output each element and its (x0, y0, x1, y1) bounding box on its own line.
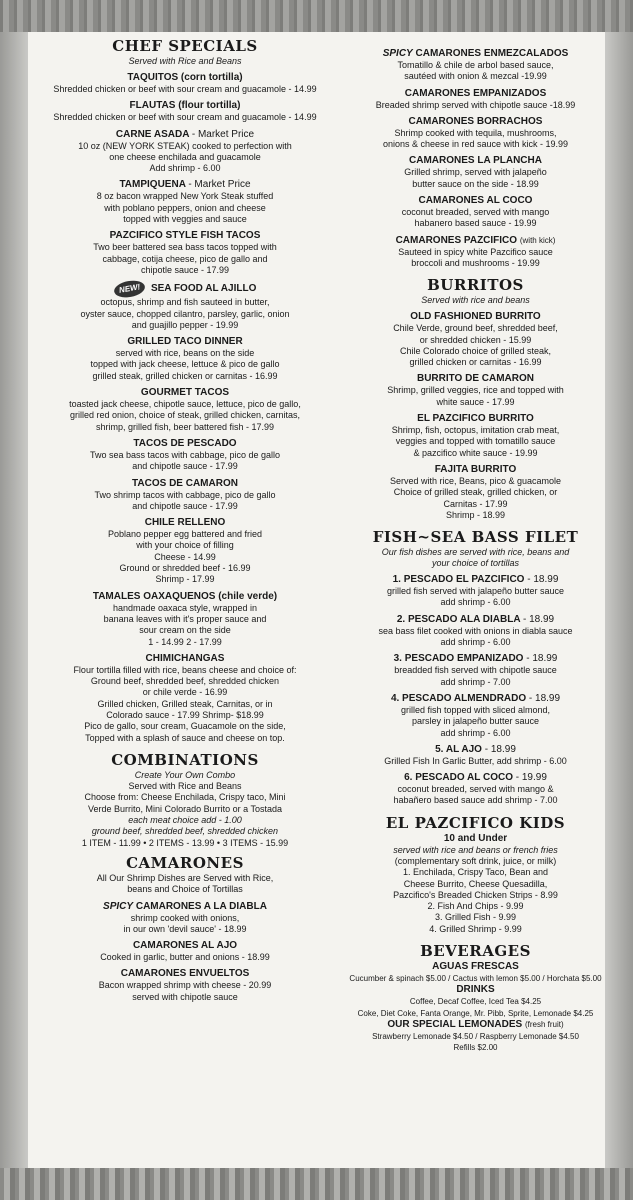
item-price: - 18.99 (526, 653, 558, 665)
item-description: broccoli and mushrooms - 19.99 (411, 257, 540, 268)
item-title: SEA FOOD AL AJILLO (150, 283, 257, 295)
item-description: coconut breaded, served with mango (401, 207, 550, 218)
item-description: Flour tortilla filled with rice, beans cheese and choice of: (73, 664, 297, 675)
menu-item (30, 387, 340, 433)
menu-item (348, 464, 603, 521)
item-title: 5. AL AJO (435, 743, 482, 755)
item-description: sautéed with onion & mezcal -19.99 (404, 71, 547, 82)
item-description: Grilled shrimp, served with jalapeño (404, 167, 547, 178)
menu-item (348, 88, 603, 111)
item-description: 8 oz bacon wrapped New York Steak stuffed (96, 191, 274, 202)
item-title: FLAUTAS (flour tortilla) (129, 100, 241, 112)
item-description: grilled chicken or carnitas - 16.99 (409, 357, 542, 368)
item-description: sea bass filet cooked with onions in diabla sauce (378, 625, 573, 636)
item-description: Grilled chicken, Grilled steak, Carnitas, or in (97, 698, 273, 709)
item-name (348, 116, 603, 128)
item-title: PAZCIFICO STYLE FISH TACOS (109, 230, 261, 242)
item-title: 4. PESCADO ALMENDRADO (390, 692, 527, 704)
item-name (30, 517, 340, 529)
item-title: TAMALES OAXAQUENOS (chile verde) (92, 590, 278, 602)
item-name (30, 281, 340, 297)
wood-border-left (0, 32, 28, 1168)
item-title: TAQUITOS (corn tortilla) (127, 72, 243, 83)
item-description: Bacon wrapped shrimp with cheese - 20.99 (98, 980, 272, 991)
item-name (348, 693, 603, 705)
item-name (30, 940, 340, 952)
menu-item (348, 693, 603, 739)
item-title: CAMARONES ENMEZCALADOS (415, 48, 569, 59)
section-subtitle: your choice of tortillas (431, 558, 520, 569)
item-description: Shrimp - 18.99 (445, 509, 506, 520)
item-description: Shrimp, fish, octopus, imitation crab meat, (391, 425, 560, 436)
item-description: and chipotle sauce - 17.99 (132, 461, 238, 472)
item-description: Shredded chicken or beef with sour cream and guacamole - 14.99 (53, 84, 317, 94)
item-name (348, 155, 603, 167)
item-description: white sauce - 17.99 (436, 396, 515, 407)
item-description: toasted jack cheese, chipotle sauce, lettuce, pico de gallo, (69, 399, 301, 410)
item-description: shrimp cooked with onions, (130, 912, 240, 923)
lemonades-title (348, 1019, 603, 1031)
item-name (348, 373, 603, 385)
item-description: onions & cheese in red sauce with kick - 19.99 (382, 139, 569, 150)
item-price: - 18.99 (528, 692, 561, 704)
item-description: sour cream on the side (139, 625, 231, 636)
item-title: BURRITO DE CAMARON (416, 373, 535, 385)
item-title: CAMARONES LA PLANCHA (409, 155, 542, 167)
item-name (30, 591, 340, 603)
item-description: Grilled Fish In Garlic Butter, add shrimp - 6.00 (384, 755, 567, 766)
item-name (30, 653, 340, 665)
kids-line: Pazcifico's Breaded Chicken Strips - 8.99 (393, 889, 558, 900)
kids-line: (complementary soft drink, juice, or milk) (394, 855, 557, 866)
item-prefix: SPICY (382, 48, 413, 59)
wood-border-bottom (0, 1168, 633, 1200)
section-title-combinations: COMBINATIONS (111, 750, 259, 769)
menu-left-column (30, 38, 340, 1003)
item-title: TAMPIQUENA (119, 179, 186, 191)
item-name (348, 88, 603, 100)
item-description: add shrimp - 6.00 (440, 637, 511, 648)
item-name (30, 129, 340, 141)
item-description: and guajillo pepper - 19.99 (131, 319, 239, 330)
kids-line: Cheese Burrito, Cheese Quesadilla, (403, 878, 548, 889)
item-description: Two sea bass tacos with cabbage, pico de gallo (89, 449, 281, 460)
item-name (348, 744, 603, 756)
item-title: CAMARONES PAZCIFICO (395, 234, 518, 246)
menu-item (30, 901, 340, 936)
section-subtitle: beans and Choice of Tortillas (127, 884, 243, 895)
menu-item (348, 116, 603, 151)
combo-line: Verde Burrito, Mini Colorado Burrito or a Tostada (88, 803, 282, 814)
item-description: veggies and topped with tomatillo sauce (395, 436, 556, 447)
item-description: Shrimp cooked with tequila, mushrooms, (394, 127, 557, 138)
menu-item (30, 478, 340, 513)
item-description: butter sauce on the side - 18.99 (412, 178, 539, 189)
section-title-burritos: BURRITOS (427, 276, 524, 295)
item-name (348, 48, 603, 60)
item-price: - 18.99 (522, 613, 555, 625)
kids-line: served with rice and beans or french fries (393, 844, 558, 855)
item-description: grilled red onion, choice of steak, grilled chicken, carnitas, (69, 410, 301, 421)
item-description: Chile Verde, ground beef, shredded beef, (393, 323, 558, 334)
drinks-line: Coke, Diet Coke, Fanta Orange, Mr. Pibb, Sprite, Lemonade $4.25 (357, 1008, 594, 1018)
menu-item (30, 653, 340, 744)
item-description: & pazcifico white sauce - 19.99 (413, 447, 538, 458)
item-description: one cheese enchilada and guacamole (109, 151, 261, 162)
item-description: in our own 'devil sauce' - 18.99 (123, 923, 247, 934)
combo-line: each meat choice add - 1.00 (128, 815, 242, 826)
item-description: add shrimp - 6.00 (440, 727, 511, 738)
item-description: served with rice, beans on the side (115, 348, 255, 359)
item-name (30, 387, 340, 399)
item-description: habanero based sauce - 19.99 (414, 218, 537, 229)
item-description: Shredded chicken or beef with sour cream and guacamole - 14.99 (53, 112, 317, 123)
item-name (348, 195, 603, 207)
item-title: CHIMICHANGAS (145, 652, 225, 664)
lemonades-note: (fresh fruit) (524, 1019, 564, 1029)
item-description: 1 - 14.99 2 - 17.99 (148, 636, 222, 647)
item-description: grilled steak, grilled chicken or carnitas - 16.99 (92, 370, 278, 381)
item-description: Breaded shrimp served with chipotle sauce -18.99 (375, 99, 576, 110)
item-description: with your choice of filling (136, 540, 234, 551)
item-description: octopus, shrimp and fish sauteed in butter, (100, 297, 270, 308)
item-description: habañero based sauce add shrimp - 7.00 (393, 795, 558, 806)
menu-right-column (348, 38, 603, 1054)
item-title: 2. PESCADO ALA DIABLA (396, 613, 521, 625)
item-name (348, 464, 603, 476)
combo-line: Choose from: Cheese Enchilada, Crispy taco, Mini (84, 792, 286, 803)
menu-item (30, 438, 340, 473)
item-title: GRILLED TACO DINNER (127, 336, 243, 348)
item-description: or shredded chicken - 15.99 (419, 334, 532, 345)
menu-item (348, 614, 603, 649)
item-name (30, 72, 340, 84)
item-description: coconut breaded, served with mango & (397, 784, 554, 795)
item-title: CAMARONES BORRACHOS (408, 115, 543, 127)
item-title: 6. PESCADO AL COCO (404, 772, 513, 784)
item-description: and chipotle sauce - 17.99 (132, 500, 238, 511)
menu-item (348, 235, 603, 270)
menu-item (348, 48, 603, 83)
item-name (30, 336, 340, 348)
item-title: GOURMET TACOS (140, 387, 230, 399)
item-description: grilled fish topped with sliced almond, (400, 704, 551, 715)
section-title-beverages: BEVERAGES (420, 942, 531, 961)
item-title: OLD FASHIONED BURRITO (410, 311, 541, 323)
item-description: Poblano pepper egg battered and fried (107, 529, 263, 540)
lemonades-line: Strawberry Lemonade $4.50 / Raspberry Lemonade $4.50 (372, 1031, 579, 1041)
lemonades-line: Refills $2.00 (453, 1043, 498, 1053)
combo-line: Served with Rice and Beans (128, 781, 242, 792)
section-title-camarones: CAMARONES (126, 853, 244, 872)
menu-item (348, 653, 603, 688)
item-description: Cheese - 14.99 (154, 551, 216, 562)
menu-item (348, 155, 603, 190)
item-description: breadded fish served with chipotle sauce (394, 665, 557, 676)
item-description: topped with jack cheese, lettuce & pico de gallo (90, 359, 280, 370)
menu-item (30, 230, 340, 276)
item-price: - 19.99 (515, 772, 547, 784)
item-description: Shrimp, grilled veggies, rice and topped with (387, 385, 564, 396)
item-description: add shrimp - 7.00 (440, 676, 511, 687)
item-title: CHILE RELLENO (144, 517, 226, 529)
item-description: Chile Colorado choice of grilled steak, (399, 345, 552, 356)
section-title-kids: EL PAZCIFICO KIDS (385, 813, 566, 832)
item-price-note: - Market Price (188, 179, 251, 191)
item-description: topped with veggies and sauce (123, 214, 247, 225)
menu-item (30, 940, 340, 963)
item-description: Ground or shredded beef - 16.99 (119, 563, 251, 574)
item-title: CARNE ASADA (115, 128, 190, 140)
menu-item (30, 129, 340, 175)
item-description: with poblano peppers, onion and cheese (104, 202, 266, 213)
section-subtitle: Our fish dishes are served with rice, beans and (381, 547, 570, 558)
item-name (348, 614, 603, 626)
item-name (30, 438, 340, 450)
menu-item (348, 574, 603, 609)
menu-item (30, 179, 340, 225)
item-name (30, 968, 340, 980)
item-description: or chile verde - 16.99 (142, 687, 228, 698)
kids-line: 4. Grilled Shrimp - 9.99 (429, 923, 522, 934)
item-name (30, 478, 340, 490)
menu-item (30, 72, 340, 95)
item-description: oyster sauce, chopped cilantro, parsley, garlic, onion (80, 308, 290, 319)
menu-item (30, 968, 340, 1003)
section-subtitle: Served with rice and beans (421, 295, 530, 306)
item-description: cabbage, cotija cheese, pico de gallo and (102, 253, 268, 264)
kids-line: 1. Enchilada, Crispy Taco, Bean and (403, 867, 548, 878)
item-description: Tomatillo & chile de arbol based sauce, (397, 60, 554, 70)
item-name (348, 235, 603, 247)
item-description: Served with rice, Beans, pico & guacamole (389, 475, 562, 486)
item-price: - 18.99 (527, 574, 559, 586)
item-description: Sauteed in spicy white Pazcifico sauce (398, 246, 553, 257)
item-name (348, 311, 603, 323)
kids-age-note: 10 and Under (443, 832, 508, 844)
item-description: chipotle sauce - 17.99 (140, 264, 230, 275)
item-description: shrimp, grilled fish, beer battered fish - 17.99 (95, 421, 275, 432)
item-name (30, 901, 340, 913)
menu-item (348, 772, 603, 807)
menu-item (30, 281, 340, 331)
item-name (30, 100, 340, 112)
menu-item (348, 413, 603, 459)
item-title: FAJITA BURRITO (434, 463, 517, 475)
menu-item (348, 373, 603, 408)
drinks-title: DRINKS (456, 984, 495, 996)
menu-item (30, 100, 340, 123)
new-badge: NEW! (112, 279, 146, 300)
combo-line: ground beef, shredded beef, shredded chicken (91, 826, 279, 837)
item-description: Colorado sauce - 17.99 Shrimp- $18.99 (106, 709, 264, 720)
item-description: Carnitas - 17.99 (443, 498, 508, 509)
aguas-frescas-title: AGUAS FRESCAS (432, 961, 519, 973)
item-description: parsley in jalapeño butter sauce (411, 716, 540, 727)
item-name (30, 230, 340, 242)
item-description: banana leaves with it's proper sauce and (103, 613, 267, 624)
item-description: Shrimp - 17.99 (155, 574, 215, 585)
item-description: Pico de gallo, sour cream, Guacamole on the side, (84, 721, 286, 732)
menu-item (30, 517, 340, 585)
item-title: 1. PESCADO EL PAZCIFICO (392, 574, 525, 586)
combo-line: 1 ITEM - 11.99 • 2 ITEMS - 13.99 • 3 ITEMS - 15.99 (81, 837, 289, 848)
item-description: served with chipotle sauce (132, 991, 238, 1002)
item-description: Choice of grilled steak, grilled chicken, or (393, 487, 558, 498)
drinks-line: Coffee, Decaf Coffee, Iced Tea $4.25 (409, 997, 542, 1007)
item-description: Two shrimp tacos with cabbage, pico de gallo (94, 489, 276, 500)
section-title-chef-specials: CHEF SPECIALS (112, 37, 258, 55)
menu-item (348, 744, 603, 767)
item-name (348, 653, 603, 665)
lemonades-title-text: OUR SPECIAL LEMONADES (387, 1018, 523, 1030)
item-title: CAMARONES AL AJO (132, 940, 238, 952)
item-description: Cooked in garlic, butter and onions - 18.99 (100, 952, 270, 963)
item-prefix: SPICY (103, 900, 134, 912)
item-title: CAMARONES EMPANIZADOS (404, 87, 547, 99)
item-description: 10 oz (NEW YORK STEAK) cooked to perfection with (78, 140, 292, 151)
kids-line: 3. Grilled Fish - 9.99 (434, 912, 517, 923)
item-title: EL PAZCIFICO BURRITO (417, 413, 534, 425)
item-description: Ground beef, shredded beef, shredded chicken (90, 676, 280, 687)
item-name (30, 179, 340, 191)
kids-line: 2. Fish And Chips - 9.99 (427, 901, 524, 912)
item-description: grilled fish served with jalapeño butter sauce (386, 586, 565, 597)
wood-border-top (0, 0, 633, 32)
menu-item (30, 336, 340, 382)
item-price-note: - Market Price (191, 128, 255, 140)
item-description: Two beer battered sea bass tacos topped with (93, 242, 277, 253)
section-subtitle: All Our Shrimp Dishes are Served with Rice, (96, 872, 274, 883)
item-title: TACOS DE CAMARON (132, 477, 238, 489)
menu-item (30, 591, 340, 648)
item-name (348, 574, 603, 586)
item-description: Topped with a splash of sauce and cheese on top. (85, 732, 285, 743)
menu-item (348, 195, 603, 230)
item-price: - 18.99 (484, 743, 516, 755)
item-description: Add shrimp - 6.00 (149, 163, 221, 174)
item-title: CAMARONES A LA DIABLA (135, 900, 267, 912)
menu-item (348, 311, 603, 368)
item-description: handmade oaxaca style, wrapped in (112, 602, 258, 613)
item-note: (with kick) (519, 235, 556, 245)
item-name (348, 413, 603, 425)
section-subtitle: Served with Rice and Beans (128, 56, 242, 66)
item-name (348, 772, 603, 784)
item-description: add shrimp - 6.00 (440, 597, 511, 608)
item-title: TACOS DE PESCADO (133, 437, 237, 449)
section-title-fish: FISH~SEA BASS FILET (372, 528, 579, 547)
aguas-frescas-line: Cucumber & spinach $5.00 / Cactus with lemon $5.00 / Horchata $5.00 (349, 974, 602, 984)
item-title: 3. PESCADO EMPANIZADO (393, 653, 524, 665)
item-title: CAMARONES ENVUELTOS (120, 968, 250, 980)
combo-line: Create Your Own Combo (134, 769, 236, 780)
item-title: CAMARONES AL COCO (418, 195, 533, 207)
